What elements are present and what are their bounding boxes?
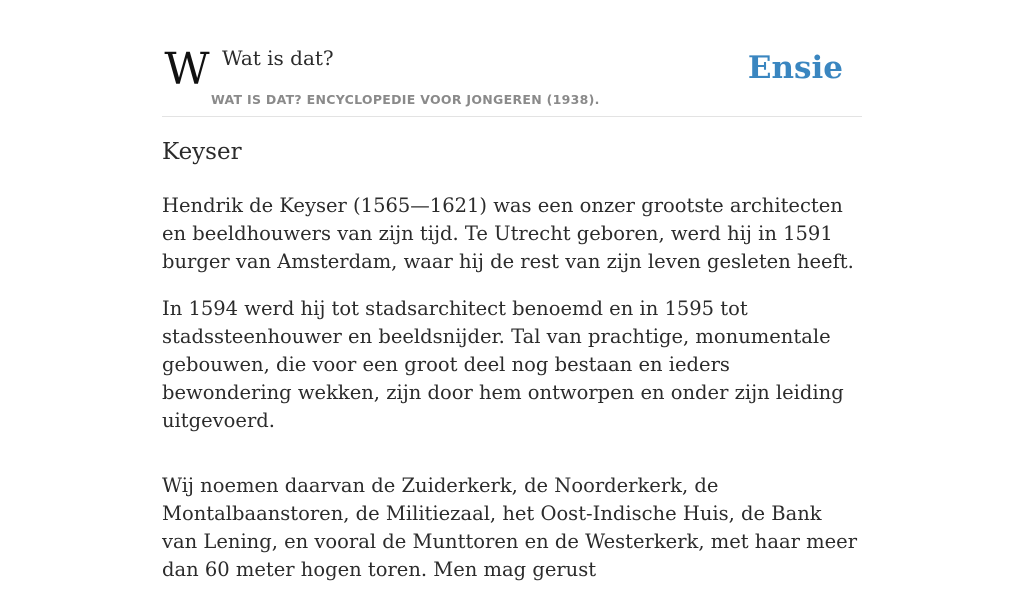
article-paragraph: Wij noemen daarvan de Zuiderkerk, de Noorderkerk, de Montalbaanstoren, de Militiezaal, het Oost-Indische Huis, de Bank van Lening, en vooral de Munttoren en de Westerkerk, met haar meer dan 60 meter hogen toren. Men mag gerust (162, 474, 858, 581)
article-paragraph: Hendrik de Keyser (1565—1621) was een onzer grootste architecten en beeldhouwers van zijn tijd. Te Utrecht geboren, werd hij in 1591 burger van Amsterdam, waar hij de rest van zijn leven gesleten heeft. (162, 194, 854, 273)
brand-logo-link[interactable]: Ensie (747, 50, 843, 86)
source-title[interactable]: Wat is dat? (222, 46, 334, 70)
wikipedia-w-icon[interactable] (164, 44, 210, 95)
source-header (162, 36, 862, 117)
article-body (162, 192, 862, 603)
source-subtitle: WAT IS DAT? ENCYCLOPEDIE VOOR JONGEREN (1938). (211, 92, 600, 107)
svg-text:W: W (164, 44, 210, 95)
article-paragraph: In 1594 werd hij tot stadsarchitect benoemd en in 1595 tot stadssteenhouwer en beeldsnijder. Tal van prachtige, monumentale gebouwen, die voor een groot deel nog bestaan en ieders bewondering wekken, zijn door hem ontworpen en onder zijn leiding uitgevoerd. (162, 297, 844, 432)
article-title: Keyser (162, 139, 242, 165)
